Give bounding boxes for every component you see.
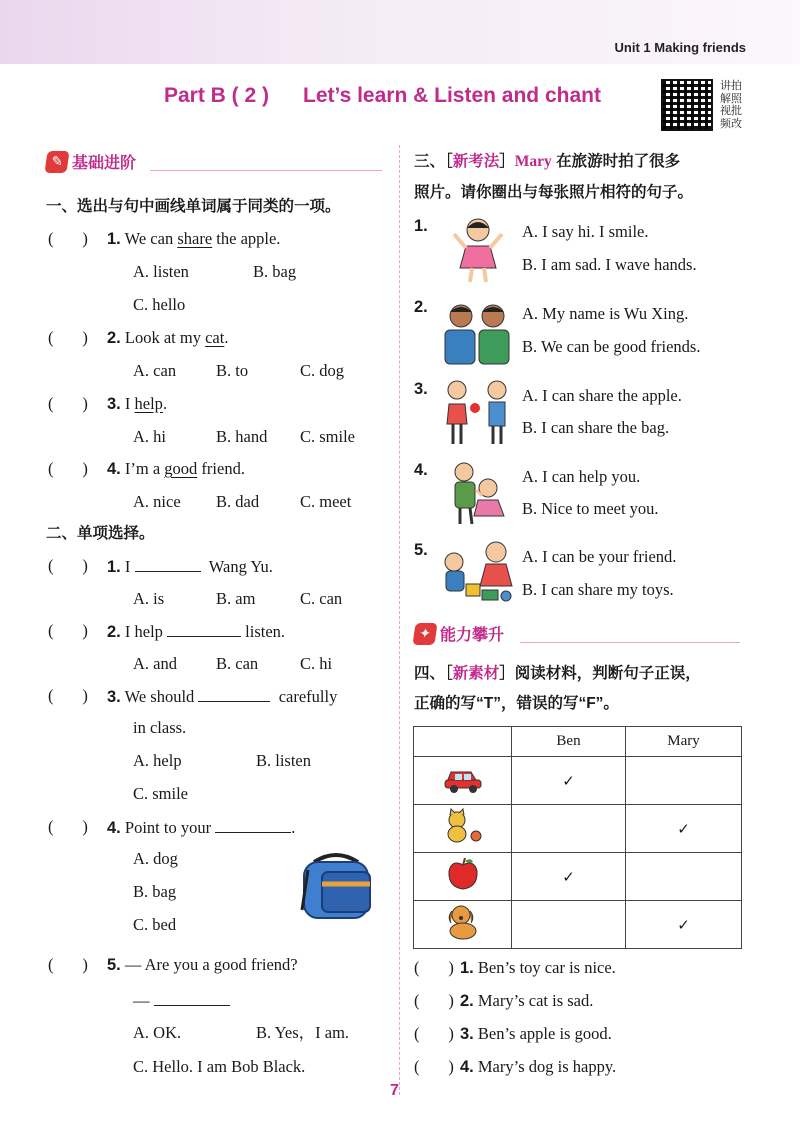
answer-blank[interactable] (198, 686, 270, 702)
helping-friend-icon (446, 460, 508, 526)
q2-item-3: 3. We should carefully (107, 687, 338, 706)
q2-item-1: 1. I Wang Yu. (107, 557, 273, 576)
answer-paren[interactable]: ( ) (48, 229, 88, 248)
q1-item-2: 2. Look at my cat. (107, 328, 229, 347)
answer-paren[interactable]: ( ) (48, 955, 88, 974)
answer-paren[interactable]: ( ) (48, 556, 88, 575)
table-header-cell (414, 727, 512, 757)
q2-item-2: 2. I help listen. (107, 622, 286, 641)
page-title (164, 84, 601, 108)
apple-icon (444, 855, 482, 893)
q1-1-option-c: C. hello (133, 295, 186, 314)
q1-4-option-a: A. nice (133, 492, 181, 511)
q2-2-option-b: B. can (216, 654, 259, 673)
table-row (414, 853, 742, 901)
section-advanced-header (414, 622, 504, 645)
sharing-apple-icon (441, 378, 513, 446)
q2-5-option-c: C. Hello. I am Bob Black. (133, 1057, 306, 1076)
table-cell-mary (626, 853, 742, 901)
table-header-row (414, 727, 742, 757)
answer-paren[interactable]: ( ) (414, 958, 454, 977)
q2-4-option-c: C. bed (133, 915, 177, 934)
unit-label: Unit 1 Making friends (614, 40, 746, 55)
section-basic-line (150, 170, 382, 171)
rocket-icon: ✦ (412, 623, 437, 645)
q3-2-option-a[interactable]: A. My name is Wu Xing. (522, 304, 689, 323)
q2-item-4: 4. Point to your . (107, 818, 296, 837)
q1-item-1: 1. We can share the apple. (107, 229, 281, 248)
q3-5-option-a[interactable]: A. I can be your friend. (522, 547, 677, 566)
section-basic-title: 基础进阶 (72, 153, 137, 172)
q2-1-option-a: A. is (133, 589, 165, 608)
qr-caption: 讲拍解照视批频改 (720, 79, 742, 130)
q3-3-option-b[interactable]: B. I can share the bag. (522, 418, 670, 437)
table-item-cell (414, 805, 512, 853)
dog-icon (443, 903, 483, 941)
q1-4-option-c: C. meet (300, 492, 352, 511)
q1-2-option-c: C. dog (300, 361, 345, 380)
q4-title: 四、［新素材］阅读材料，判断句子正误， (414, 664, 701, 682)
q3-num-1: 1. (414, 217, 428, 235)
q2-1-option-b: B. am (216, 589, 256, 608)
q2-2-option-c: C. hi (300, 654, 333, 673)
title-main: Let’s learn & Listen and chant (303, 84, 601, 107)
q4-item-1: 1. Ben’s toy car is nice. (460, 958, 616, 977)
page-number: 7 (390, 1082, 399, 1099)
table-header-ben: Ben (512, 727, 626, 757)
answer-paren[interactable]: ( ) (48, 817, 88, 836)
table-row (414, 901, 742, 949)
sharing-toys-icon (436, 540, 518, 604)
q2-3-option-b: B. listen (256, 751, 312, 770)
table-row (414, 757, 742, 805)
answer-paren[interactable]: ( ) (48, 394, 88, 413)
answer-blank[interactable] (215, 817, 291, 833)
q3-1-option-a[interactable]: A. I say hi. I smile. (522, 222, 649, 241)
table-cell-mary: ✓ (626, 901, 742, 949)
q3-4-option-b[interactable]: B. Nice to meet you. (522, 499, 659, 518)
q1-2-option-b: B. to (216, 361, 249, 380)
q2-3-option-a: A. help (133, 751, 182, 770)
title-part: Part B ( 2 ) (164, 84, 270, 107)
qr-code-icon[interactable] (661, 79, 713, 131)
column-divider (399, 145, 400, 1095)
q1-2-option-a: A. can (133, 361, 177, 380)
q3-num-3: 3. (414, 380, 428, 398)
q2-3-cont: in class. (133, 718, 187, 737)
q2-4-option-a: A. dog (133, 849, 178, 868)
table-header-mary: Mary (626, 727, 742, 757)
q2-2-option-a: A. and (133, 654, 177, 673)
table-item-cell (414, 757, 512, 805)
table-cell-ben (512, 901, 626, 949)
q2-title: 二、单项选择。 (46, 525, 155, 542)
q3-2-option-b[interactable]: B. We can be good friends. (522, 337, 701, 356)
answer-paren[interactable]: ( ) (48, 621, 88, 640)
answer-paren[interactable]: ( ) (48, 328, 88, 347)
table-cell-mary: ✓ (626, 805, 742, 853)
q2-4-option-b: B. bag (133, 882, 177, 901)
answer-paren[interactable]: ( ) (48, 459, 88, 478)
answer-paren[interactable]: ( ) (414, 1057, 454, 1076)
answer-blank[interactable] (135, 556, 201, 572)
q2-item-5: 5. — Are you a good friend? (107, 955, 298, 974)
q1-title: 一、选出与句中画线单词属于同类的一项。 (46, 198, 341, 215)
q1-1-option-b: B. bag (253, 262, 297, 281)
answer-paren[interactable]: ( ) (414, 991, 454, 1010)
q3-title-line2: 照片。请你圈出与每张照片相符的句子。 (414, 184, 694, 201)
section-basic-header (46, 150, 136, 173)
q4-item-3: 3. Ben’s apple is good. (460, 1024, 612, 1043)
q2-3-option-c: C. smile (133, 784, 189, 803)
q2-5-reply: — (133, 990, 230, 1011)
q2-5-option-a: A. OK. (133, 1023, 182, 1042)
ownership-table (413, 726, 742, 949)
q4-item-2: 2. Mary’s cat is sad. (460, 991, 594, 1010)
table-row (414, 805, 742, 853)
backpack-icon (296, 850, 378, 922)
q1-1-option-a: A. listen (133, 262, 189, 281)
q1-3-option-a: A. hi (133, 427, 166, 446)
q1-4-option-b: B. dad (216, 492, 260, 511)
q1-3-option-c: C. smile (300, 427, 356, 446)
waving-girl-icon (448, 216, 508, 284)
q3-title: 三、［新考法］Mary 在旅游时拍了很多 (414, 152, 681, 170)
answer-blank[interactable] (167, 621, 241, 637)
q3-3-option-a[interactable]: A. I can share the apple. (522, 386, 682, 405)
q1-item-3: 3. I help. (107, 394, 168, 413)
q3-num-4: 4. (414, 461, 428, 479)
section-advanced-line (520, 642, 740, 643)
table-cell-ben: ✓ (512, 853, 626, 901)
table-cell-mary (626, 757, 742, 805)
toy-car-icon (443, 762, 483, 794)
q4-title-line2: 正确的写“T”，错误的写“F”。 (414, 695, 619, 712)
section-advanced-title: 能力攀升 (440, 625, 505, 644)
q3-4-option-a[interactable]: A. I can help you. (522, 467, 641, 486)
cat-icon (441, 808, 485, 844)
q2-1-option-c: C. can (300, 589, 343, 608)
table-item-cell (414, 901, 512, 949)
q1-3-option-b: B. hand (216, 427, 268, 446)
two-boys-icon (441, 300, 513, 366)
answer-blank[interactable] (154, 990, 230, 1006)
answer-paren[interactable]: ( ) (48, 686, 88, 705)
table-cell-ben (512, 805, 626, 853)
q4-item-4: 4. Mary’s dog is happy. (460, 1057, 617, 1076)
answer-paren[interactable]: ( ) (414, 1024, 454, 1043)
table-cell-ben: ✓ (512, 757, 626, 805)
q3-num-2: 2. (414, 298, 428, 316)
flame-icon: ✎ (44, 151, 69, 173)
q2-5-option-b: B. Yes，I am. (256, 1023, 350, 1042)
q3-1-option-b[interactable]: B. I am sad. I wave hands. (522, 255, 697, 274)
q3-num-5: 5. (414, 541, 428, 559)
table-item-cell (414, 853, 512, 901)
q1-item-4: 4. I’m a good friend. (107, 459, 245, 478)
q3-5-option-b[interactable]: B. I can share my toys. (522, 580, 674, 599)
